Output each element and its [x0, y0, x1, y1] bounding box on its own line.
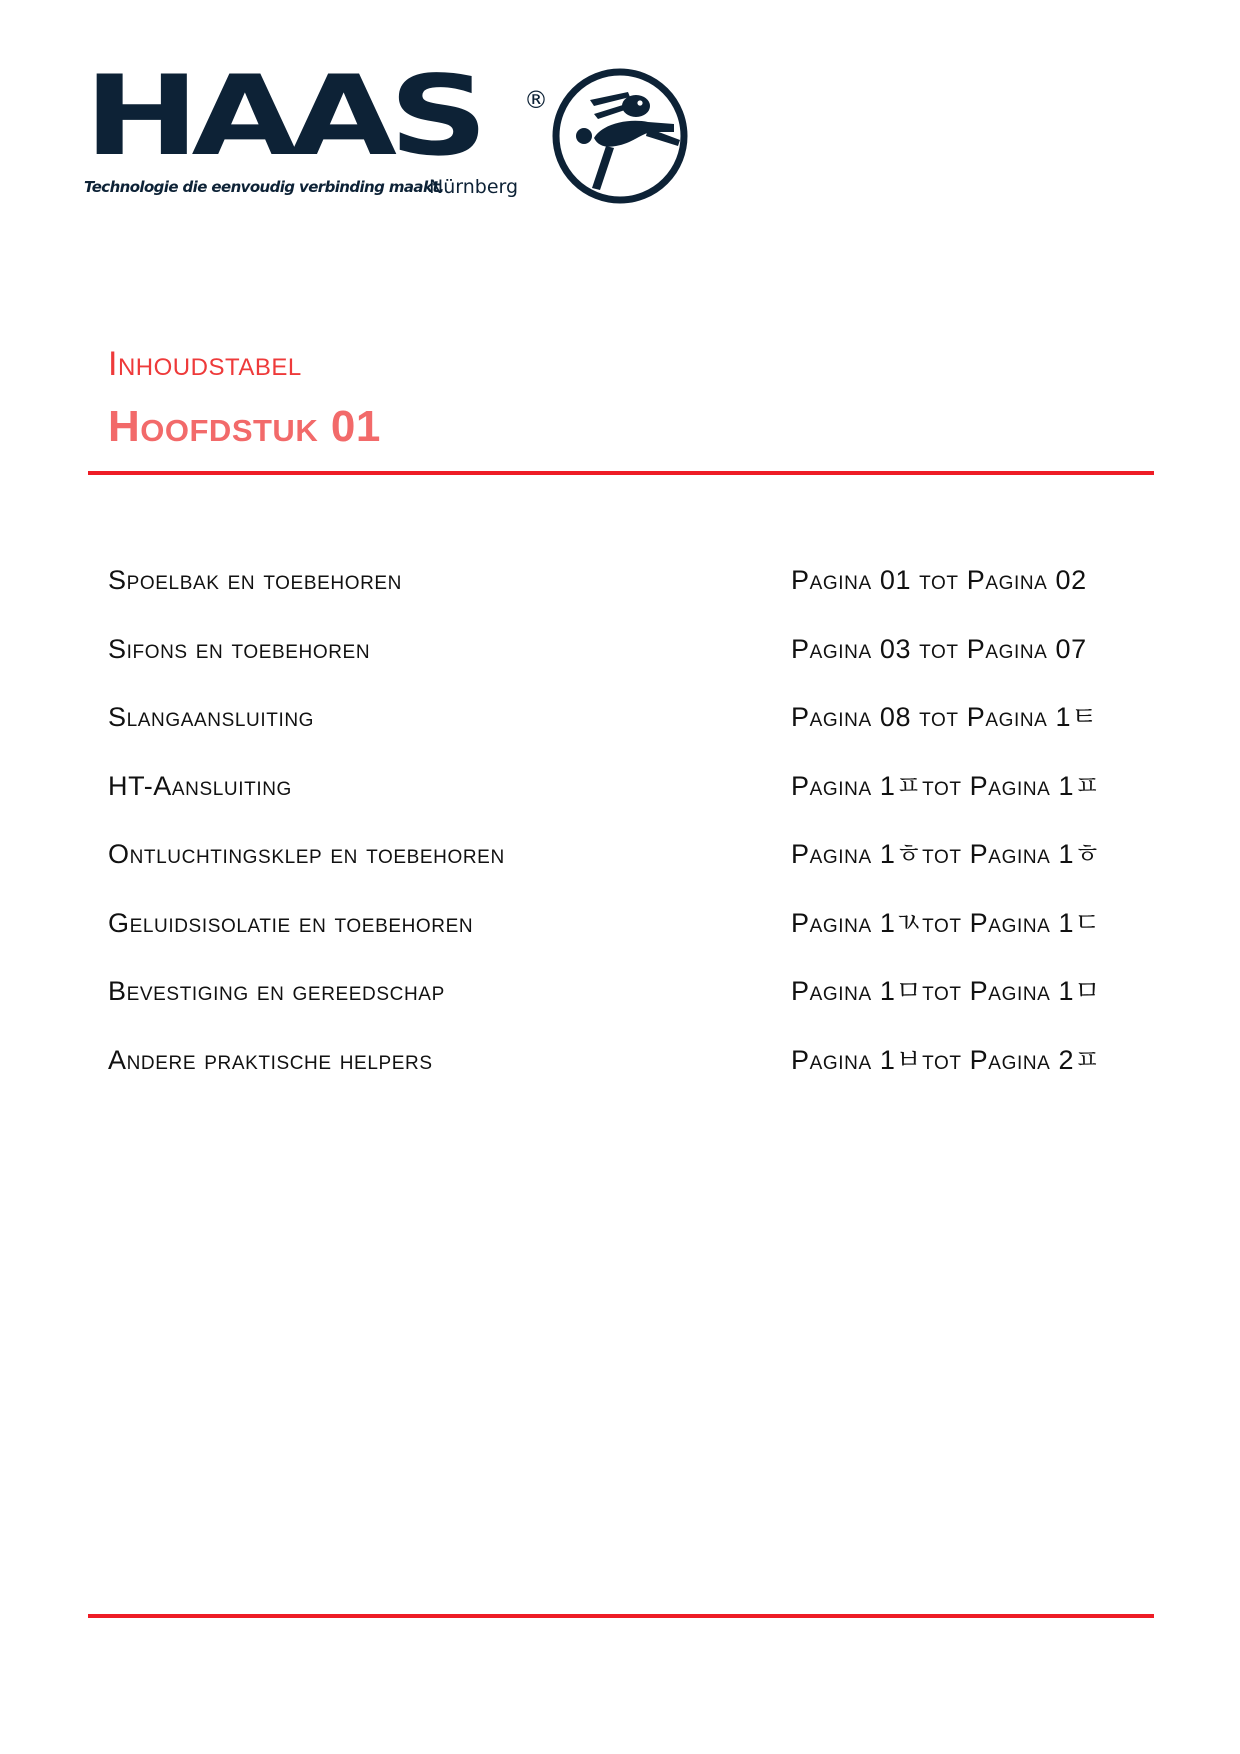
- toc-row: [108, 766, 1148, 835]
- logo-tagline: Technologie die eenvoudig verbinding maakt.: [84, 178, 444, 196]
- toc-entry-title: Andere praktische helpers: [108, 1044, 433, 1075]
- logo-city: Nürnberg: [429, 176, 519, 198]
- toc-entry-title: HT-Aansluiting: [108, 770, 292, 801]
- toc-entry-pages: Pagina 1ㅎtot Pagina 1ㅎ: [791, 839, 1101, 869]
- toc-entry-title: Spoelbak en toebehoren: [108, 565, 402, 595]
- toc-entry-pages: Pagina 03 tot Pagina 07: [791, 633, 1087, 664]
- toc-entry-pages: Pagina 01 tot Pagina 02: [791, 565, 1087, 595]
- toc-entry-title: Bevestiging en gereedschap: [108, 976, 445, 1006]
- toc-row: [108, 560, 1148, 629]
- toc-row: [108, 834, 1148, 903]
- toc-entry-title: Ontluchtingsklep en toebehoren: [108, 839, 505, 869]
- toc-row: [108, 1040, 1148, 1109]
- toc-row: [108, 629, 1148, 698]
- logo-wordmark: HAAS: [84, 52, 481, 181]
- toc-row: [108, 971, 1148, 1040]
- registered-mark: ®: [524, 86, 548, 114]
- section-subtitle: Inhoudstabel: [108, 345, 302, 383]
- toc-entry-pages: Pagina 08 tot Pagina 1ㅌ: [791, 702, 1098, 732]
- top-divider: [88, 471, 1154, 475]
- toc-entry-pages: Pagina 1ㅍtot Pagina 1ㅍ: [791, 770, 1101, 801]
- chapter-title: Hoofdstuk 01: [108, 402, 381, 451]
- hare-emblem-icon: [550, 66, 690, 206]
- toc-row: [108, 697, 1148, 766]
- table-of-contents: [108, 560, 1148, 1108]
- toc-entry-title: Geluidsisolatie en toebehoren: [108, 907, 474, 938]
- toc-row: [108, 903, 1148, 972]
- toc-entry-pages: Pagina 1ㄳtot Pagina 1ㄷ: [791, 907, 1101, 938]
- toc-entry-title: Slangaansluiting: [108, 702, 315, 732]
- toc-entry-title: Sifons en toebehoren: [108, 633, 371, 664]
- toc-entry-pages: Pagina 1ㅂtot Pagina 2ㅍ: [791, 1044, 1101, 1075]
- bottom-divider: [88, 1614, 1154, 1618]
- haas-logo: [84, 52, 704, 212]
- toc-entry-pages: Pagina 1ㅁtot Pagina 1ㅁ: [791, 976, 1101, 1006]
